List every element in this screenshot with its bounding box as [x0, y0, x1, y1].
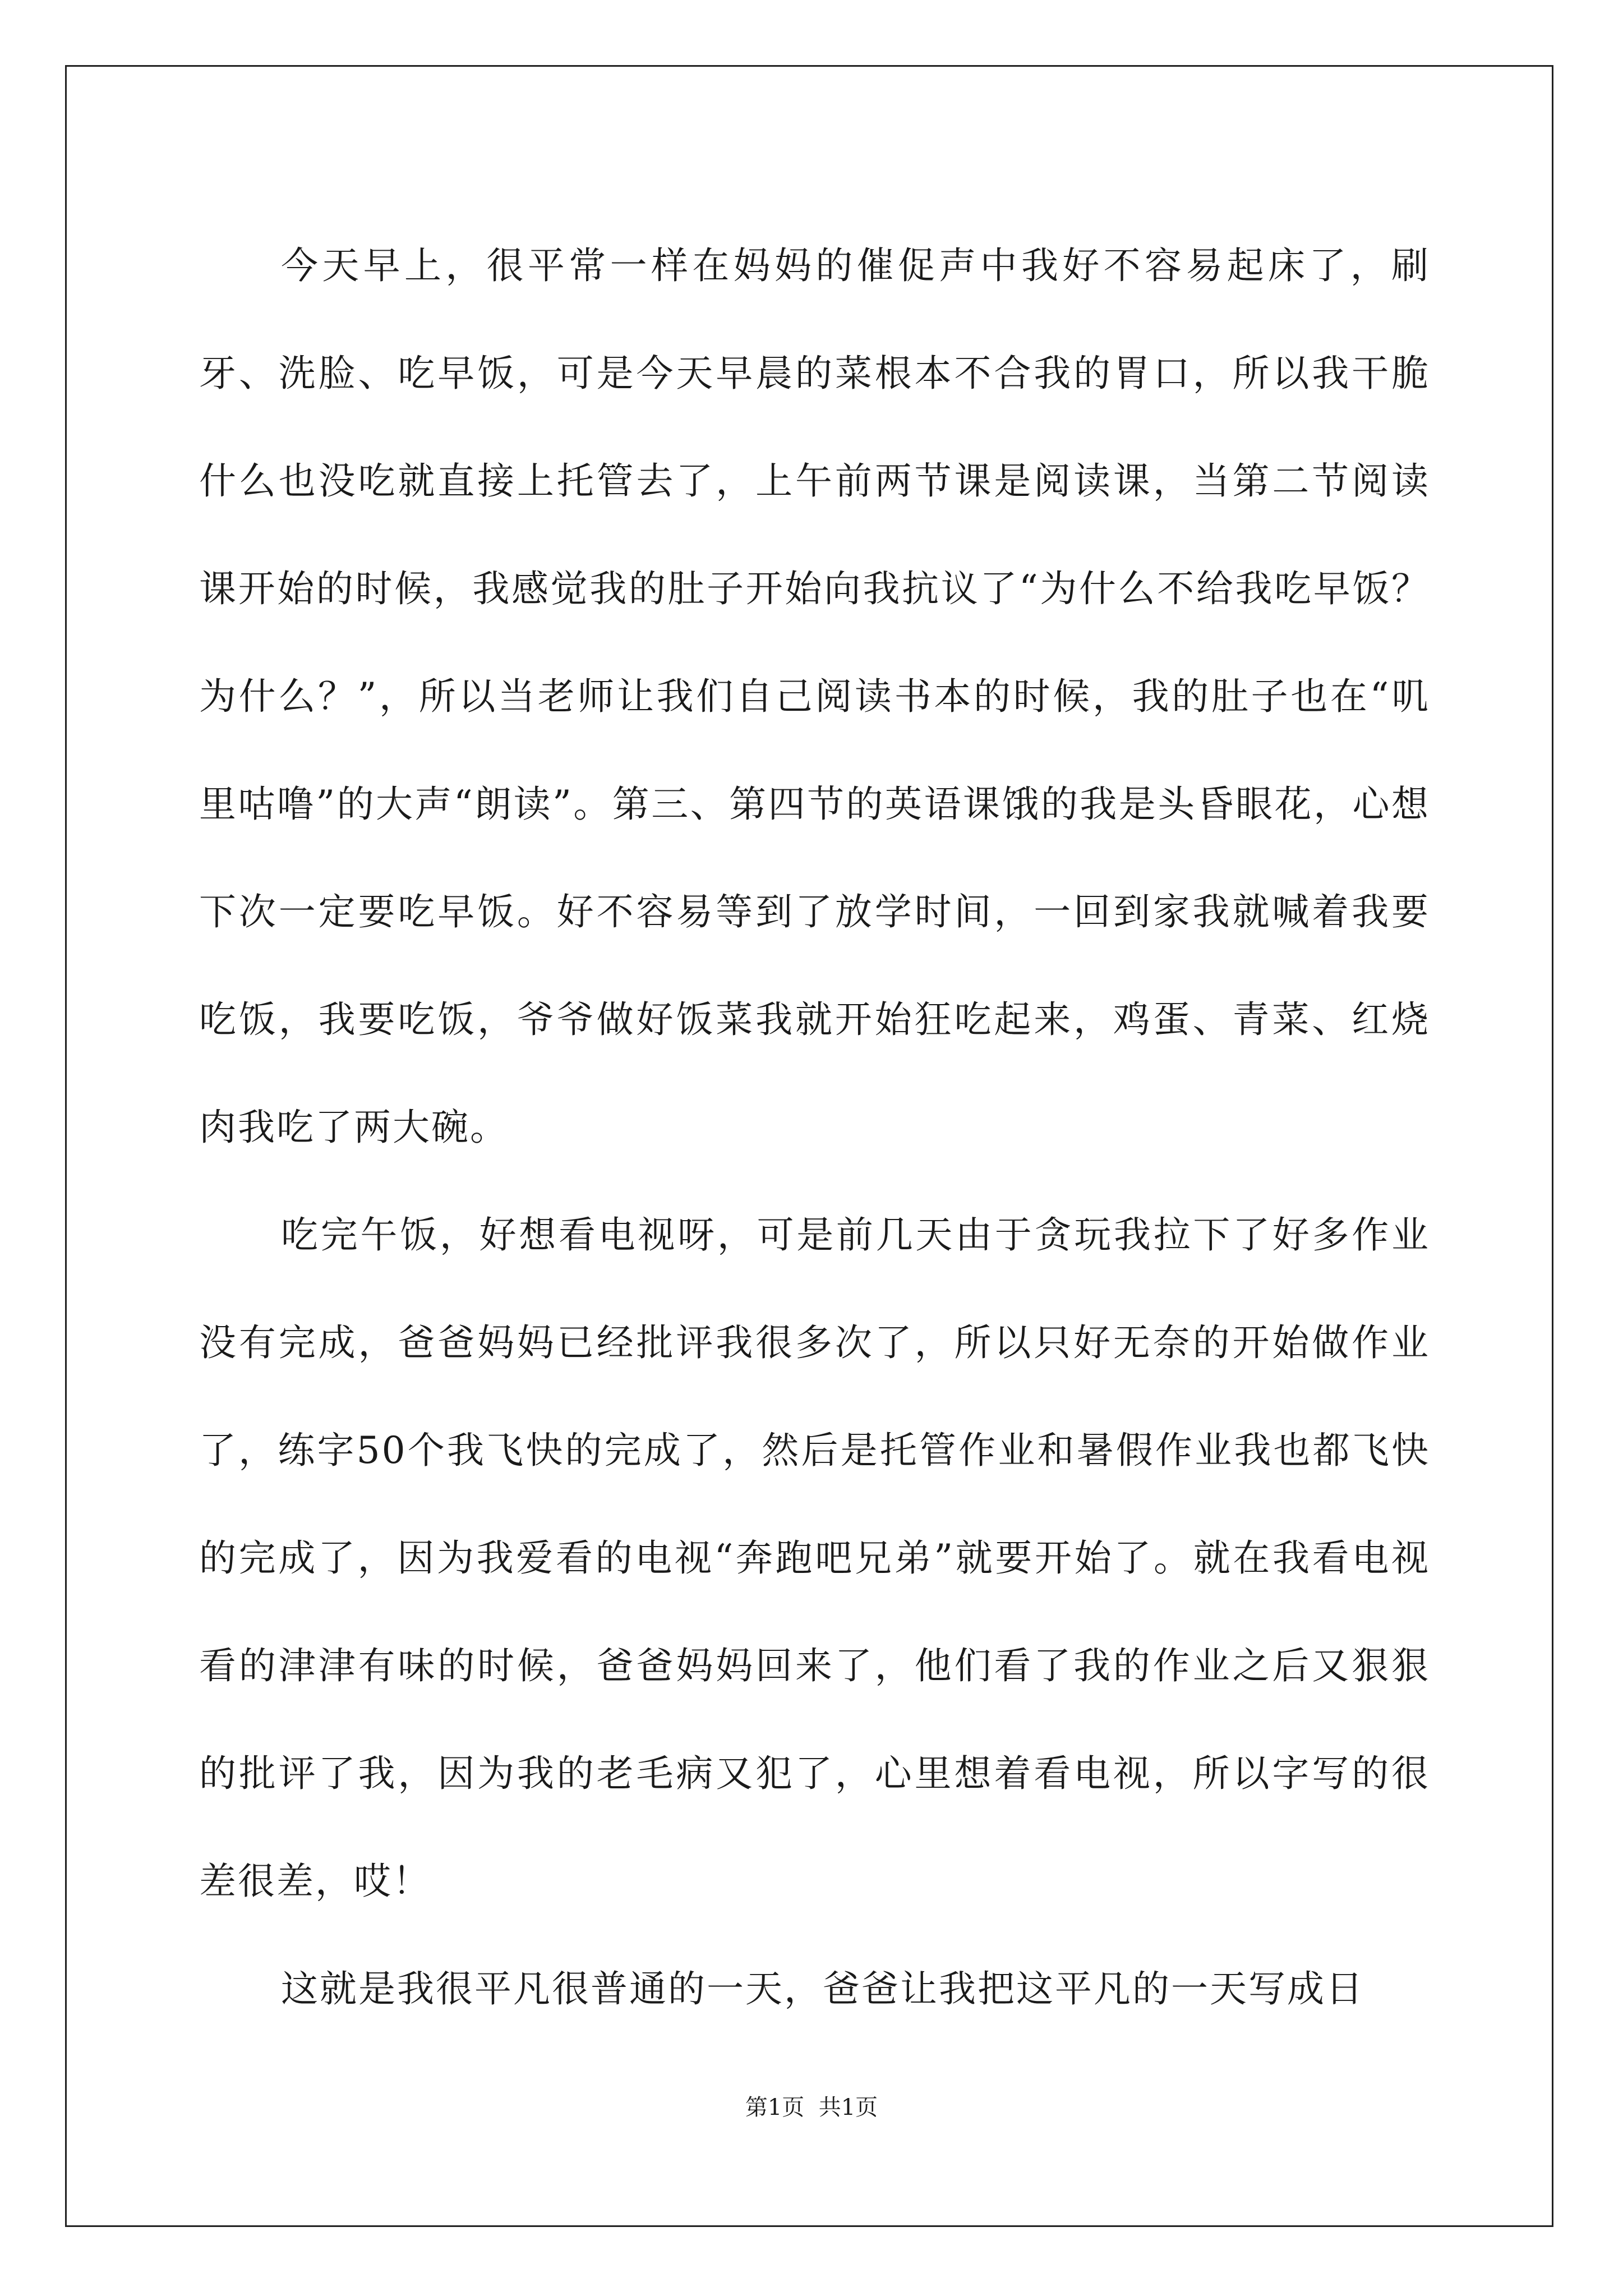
page-footer	[0, 2090, 1623, 2122]
page-number: 第1页 共1页	[745, 2095, 878, 2120]
paragraph-1: 今天早上，很平常一样在妈妈的催促声中我好不容易起床了，刷牙、洗脸、吃早饭，可是今天早晨的菜根本不合我的胃口，所以我干脆什么也没吃就直接上托管去了，上午前两节课是阅读课，当第二节阅读课开始的时候，我感觉我的肚子开始向我抗议了“为什么不给我吃早饭？为什么？”，所以当老师让我们自己阅读书本的时候，我的肚子也在“叽里咕噜”的大声“朗读”。第三、第四节的英语课饿的我是头昏眼花，心想下次一定要吃早饭。好不容易等到了放学时间，一回到家我就喊着我要吃饭，我要吃饭，爷爷做好饭菜我就开始狂吃起来，鸡蛋、青菜、红烧肉我吃了两大碗。	[199, 244, 1430, 1149]
document-body	[199, 212, 1430, 2043]
paragraph-2: 吃完午饭，好想看电视呀，可是前几天由于贪玩我拉下了好多作业没有完成，爸爸妈妈已经批评我很多次了，所以只好无奈的开始做作业了，练字50个我飞快的完成了，然后是托管作业和暑假作业我也都飞快的完成了，因为我爱看的电视“奔跑吧兄弟”就要开始了。就在我看电视看的津津有味的时候，爸爸妈妈回来了，他们看了我的作业之后又狠狠的批评了我，因为我的老毛病又犯了，心里想着看电视，所以字写的很差很差，哎！	[199, 1213, 1430, 1903]
paragraph-3: 这就是我很平凡很普通的一天，爸爸让我把这平凡的一天写成日	[281, 1967, 1364, 2010]
